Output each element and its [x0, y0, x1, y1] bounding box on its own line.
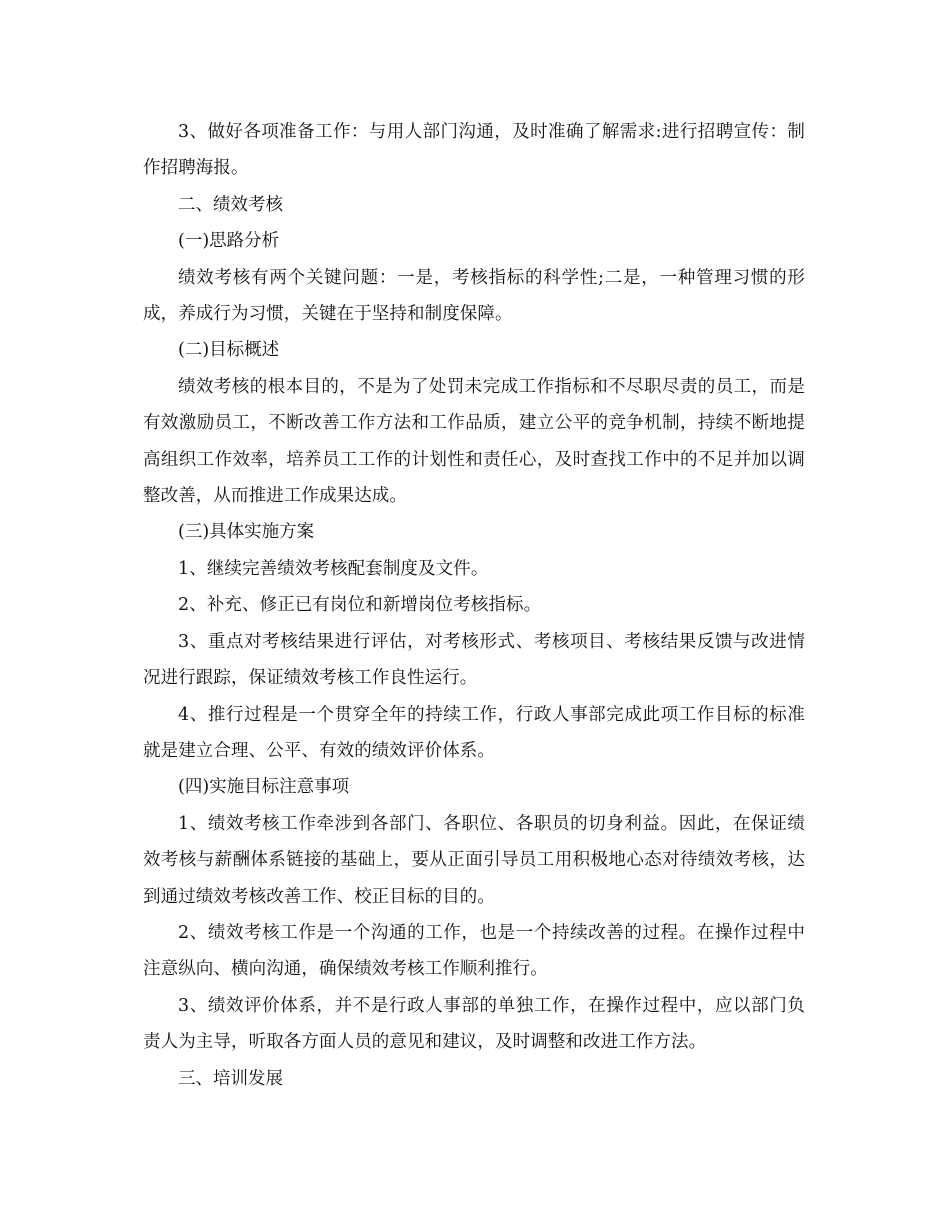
paragraph-item-1: 1、继续完善绩效考核配套制度及文件。 [178, 558, 489, 579]
subheading-analysis: (一)思路分析 [178, 231, 280, 252]
subheading-objectives: (二)目标概述 [178, 340, 280, 361]
paragraph-note-3: 3、绩效评价体系，并不是行政人事部的单独工作，在操作过程中，应以部门负责人为主导，听取各方面人员的意见和建议，及时调整和改进工作方法。 [143, 995, 805, 1053]
paragraph-key-issues: 绩效考核有两个关键问题：一是，考核指标的科学性;二是，一种管理习惯的形成，养成行为习惯，关键在于坚持和制度保障。 [143, 267, 805, 325]
section-heading-performance: 二、绩效考核 [178, 194, 283, 215]
paragraph-note-1: 1、绩效考核工作牵涉到各部门、各职位、各职员的切身利益。因此，在保证绩效考核与薪酬体系链接的基础上，要从正面引导员工用积极地心态对待绩效考核，达到通过绩效考核改善工作、校正目标的目的。 [143, 813, 805, 907]
section-heading-training: 三、培训发展 [178, 1068, 283, 1089]
paragraph-item-3: 3、重点对考核结果进行评估，对考核形式、考核项目、考核结果反馈与改进情况进行跟踪，保证绩效考核工作良性运行。 [143, 631, 805, 689]
document-body [143, 114, 805, 1097]
paragraph-item-2: 2、补充、修正已有岗位和新增岗位考核指标。 [178, 595, 542, 616]
subheading-notes: (四)实施目标注意事项 [178, 777, 350, 798]
paragraph-recruitment-prep: 3、做好各项准备工作：与用人部门沟通，及时准确了解需求:进行招聘宣传：制作招聘海报。 [143, 122, 805, 179]
paragraph-note-2: 2、绩效考核工作是一个沟通的工作，也是一个持续改善的过程。在操作过程中注意纵向、横向沟通，确保绩效考核工作顺利推行。 [143, 922, 805, 980]
paragraph-objectives: 绩效考核的根本目的，不是为了处罚未完成工作指标和不尽职尽责的员工，而是有效激励员工，不断改善工作方法和工作品质，建立公平的竞争机制，持续不断地提高组织工作效率，培养员工工作的计划性和责任心，及时查找工作中的不足并加以调整改善，从而推进工作成果达成。 [143, 376, 805, 507]
subheading-implementation: (三)具体实施方案 [178, 522, 315, 543]
paragraph-item-4: 4、推行过程是一个贯穿全年的持续工作，行政人事部完成此项工作目标的标准就是建立合理、公平、有效的绩效评价体系。 [143, 704, 805, 761]
